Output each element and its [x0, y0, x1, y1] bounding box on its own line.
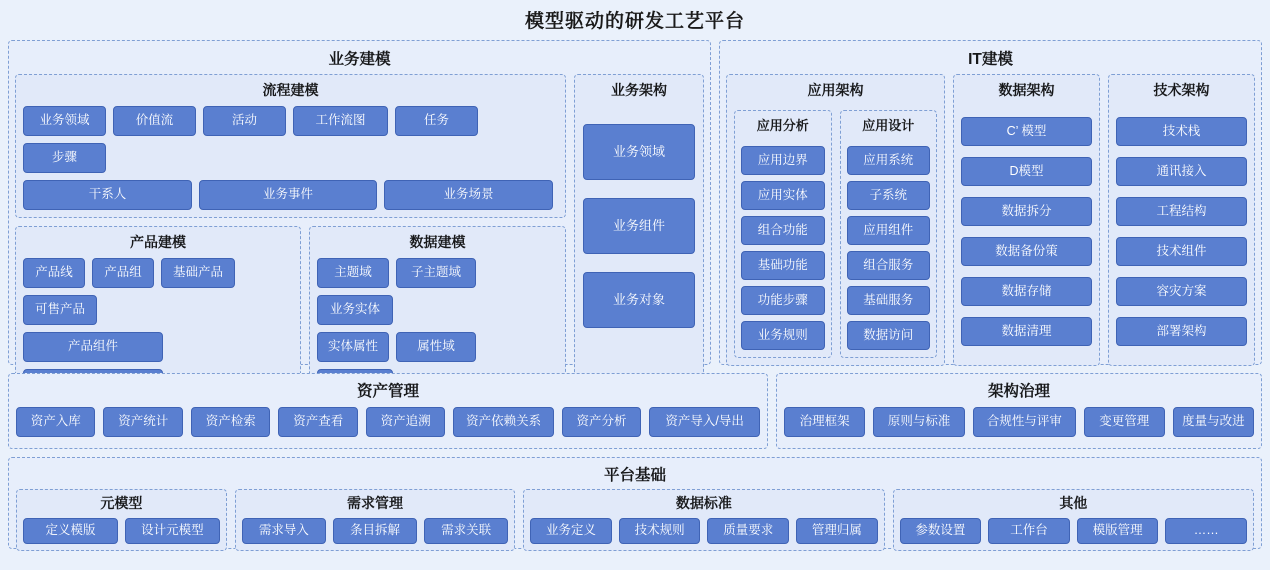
- process-modeling-title: 流程建模: [262, 82, 319, 98]
- chip-template-management[interactable]: 模版管理: [1077, 518, 1159, 544]
- chip-product-line[interactable]: 产品线: [23, 258, 85, 288]
- chip-base-function[interactable]: 基础功能: [741, 251, 825, 280]
- chip-product-component[interactable]: 产品组件: [23, 332, 163, 362]
- chip-business-scenario[interactable]: 业务场景: [384, 180, 553, 210]
- chip-compliance-review[interactable]: 合规性与评审: [973, 407, 1076, 437]
- product-modeling-title: 产品建模: [129, 234, 186, 250]
- data-standard-panel: [523, 489, 884, 551]
- chip-app-boundary[interactable]: 应用边界: [741, 146, 825, 175]
- chip-data-backup-policy[interactable]: 数据备份策: [961, 237, 1092, 266]
- chip-business-event[interactable]: 业务事件: [199, 180, 377, 210]
- platform-base-title: 平台基础: [603, 467, 666, 484]
- chip-data-cleanup[interactable]: 数据清理: [961, 317, 1092, 346]
- product-modeling-row1: [23, 258, 293, 325]
- chip-define-template[interactable]: 定义模版: [23, 518, 118, 544]
- chip-business-rule[interactable]: 业务规则: [741, 321, 825, 350]
- meta-model-title: 元模型: [100, 495, 143, 511]
- it-modeling-panel: [719, 40, 1262, 365]
- top-section: [8, 40, 1262, 365]
- application-design-title: 应用设计: [862, 118, 915, 133]
- chip-tech-component[interactable]: 技术组件: [1116, 237, 1247, 266]
- chip-governance-framework[interactable]: 治理框架: [784, 407, 865, 437]
- chip-workbench[interactable]: 工作台: [988, 518, 1070, 544]
- chip-technical-rule[interactable]: 技术规则: [619, 518, 701, 544]
- chip-project-structure[interactable]: 工程结构: [1116, 197, 1247, 226]
- architecture-governance-panel: [776, 373, 1262, 449]
- process-modeling-row2: [23, 180, 558, 210]
- chip-activity[interactable]: 活动: [203, 106, 286, 136]
- chip-asset-trace[interactable]: 资产追溯: [366, 407, 445, 437]
- chip-entity-attribute[interactable]: 实体属性: [317, 332, 389, 362]
- chip-parameter-settings[interactable]: 参数设置: [900, 518, 982, 544]
- asset-management-panel: [8, 373, 768, 449]
- chip-asset-analysis[interactable]: 资产分析: [562, 407, 641, 437]
- chip-asset-import-export[interactable]: 资产导入/导出: [649, 407, 760, 437]
- technical-architecture-title: 技术架构: [1153, 82, 1210, 98]
- chip-subsystem[interactable]: 子系统: [847, 181, 931, 210]
- data-architecture-panel: [953, 74, 1100, 366]
- middle-section: [8, 373, 1262, 449]
- architecture-governance-items: [784, 407, 1254, 437]
- chip-value-stream[interactable]: 价值流: [113, 106, 196, 136]
- application-analysis-title: 应用分析: [756, 118, 809, 133]
- others-panel: [893, 489, 1254, 551]
- chip-item-breakdown[interactable]: 条目拆解: [333, 518, 417, 544]
- chip-change-management[interactable]: 变更管理: [1084, 407, 1165, 437]
- chip-ba-business-object[interactable]: 业务对象: [583, 272, 695, 328]
- chip-principles-standards[interactable]: 原则与标准: [873, 407, 965, 437]
- architecture-governance-title: 架构治理: [987, 383, 1050, 400]
- business-architecture-title: 业务架构: [611, 82, 667, 98]
- chip-composite-function[interactable]: 组合功能: [741, 216, 825, 245]
- page-title: 模型驱动的研发工艺平台: [524, 11, 745, 32]
- chip-business-domain[interactable]: 业务领域: [23, 106, 106, 136]
- chip-data-split[interactable]: 数据拆分: [961, 197, 1092, 226]
- business-modeling-panel: [8, 40, 711, 365]
- chip-tech-stack[interactable]: 技术栈: [1116, 117, 1247, 146]
- chip-attribute-domain[interactable]: 属性域: [396, 332, 476, 362]
- chip-asset-dependency[interactable]: 资产依赖关系: [453, 407, 553, 437]
- chip-data-storage[interactable]: 数据存储: [961, 277, 1092, 306]
- chip-requirement-import[interactable]: 需求导入: [242, 518, 326, 544]
- application-design-panel: [840, 110, 938, 358]
- chip-asset-intake[interactable]: 资产入库: [16, 407, 95, 437]
- data-modeling-row1: [317, 258, 558, 325]
- chip-base-service[interactable]: 基础服务: [847, 286, 931, 315]
- business-architecture-panel: [574, 74, 704, 407]
- data-modeling-title: 数据建模: [409, 234, 466, 250]
- chip-business-entity[interactable]: 业务实体: [317, 295, 393, 325]
- chip-business-definition[interactable]: 业务定义: [530, 518, 612, 544]
- data-architecture-title: 数据架构: [998, 82, 1055, 98]
- chip-requirement-link[interactable]: 需求关联: [424, 518, 508, 544]
- data-standard-title: 数据标准: [675, 495, 732, 511]
- it-modeling-title: IT建模: [968, 51, 1013, 68]
- chip-stakeholder[interactable]: 干系人: [23, 180, 192, 210]
- meta-model-panel: [16, 489, 227, 551]
- application-analysis-panel: [734, 110, 832, 358]
- process-modeling-panel: [15, 74, 566, 218]
- chip-subject-area[interactable]: 主题域: [317, 258, 389, 288]
- technical-architecture-panel: [1108, 74, 1255, 366]
- application-architecture-panel: [726, 74, 945, 366]
- process-modeling-row1: [23, 106, 558, 173]
- chip-measure-improve[interactable]: 度量与改进: [1173, 407, 1254, 437]
- application-architecture-title: 应用架构: [807, 82, 864, 98]
- chip-deploy-arch[interactable]: 部署架构: [1116, 317, 1247, 346]
- chip-dr-plan[interactable]: 容灾方案: [1116, 277, 1247, 306]
- chip-management-ownership[interactable]: 管理归属: [796, 518, 878, 544]
- asset-management-title: 资产管理: [356, 383, 419, 400]
- chip-d-model[interactable]: D模型: [961, 157, 1092, 186]
- asset-management-items: [16, 407, 760, 437]
- others-title: 其他: [1059, 495, 1088, 511]
- chip-design-meta-model[interactable]: 设计元模型: [125, 518, 220, 544]
- chip-task[interactable]: 任务: [395, 106, 478, 136]
- chip-composite-service[interactable]: 组合服务: [847, 251, 931, 280]
- chip-data-access[interactable]: 数据访问: [847, 321, 931, 350]
- chip-quality-requirement[interactable]: 质量要求: [707, 518, 789, 544]
- chip-app-system[interactable]: 应用系统: [847, 146, 931, 175]
- requirement-management-title: 需求管理: [347, 495, 404, 511]
- chip-step[interactable]: 步骤: [23, 143, 106, 173]
- chip-base-product[interactable]: 基础产品: [161, 258, 235, 288]
- chip-workflow-diagram[interactable]: 工作流图: [293, 106, 388, 136]
- chip-sub-subject-area[interactable]: 子主题域: [396, 258, 476, 288]
- chip-sellable-product[interactable]: 可售产品: [23, 295, 97, 325]
- chip-asset-statistics[interactable]: 资产统计: [103, 407, 182, 437]
- chip-app-component[interactable]: 应用组件: [847, 216, 931, 245]
- chip-more[interactable]: ……: [1165, 518, 1247, 544]
- chip-asset-search[interactable]: 资产检索: [191, 407, 270, 437]
- chip-app-entity[interactable]: 应用实体: [741, 181, 825, 210]
- chip-asset-view[interactable]: 资产查看: [278, 407, 357, 437]
- chip-ba-business-domain[interactable]: 业务领域: [583, 124, 695, 180]
- chip-ba-business-component[interactable]: 业务组件: [583, 198, 695, 254]
- chip-c-model[interactable]: C’ 模型: [961, 117, 1092, 146]
- chip-product-group[interactable]: 产品组: [92, 258, 154, 288]
- business-modeling-title: 业务建模: [328, 51, 391, 68]
- requirement-management-panel: [235, 489, 515, 551]
- platform-base-panel: [8, 457, 1262, 549]
- chip-function-step[interactable]: 功能步骤: [741, 286, 825, 315]
- chip-comm-access[interactable]: 通讯接入: [1116, 157, 1247, 186]
